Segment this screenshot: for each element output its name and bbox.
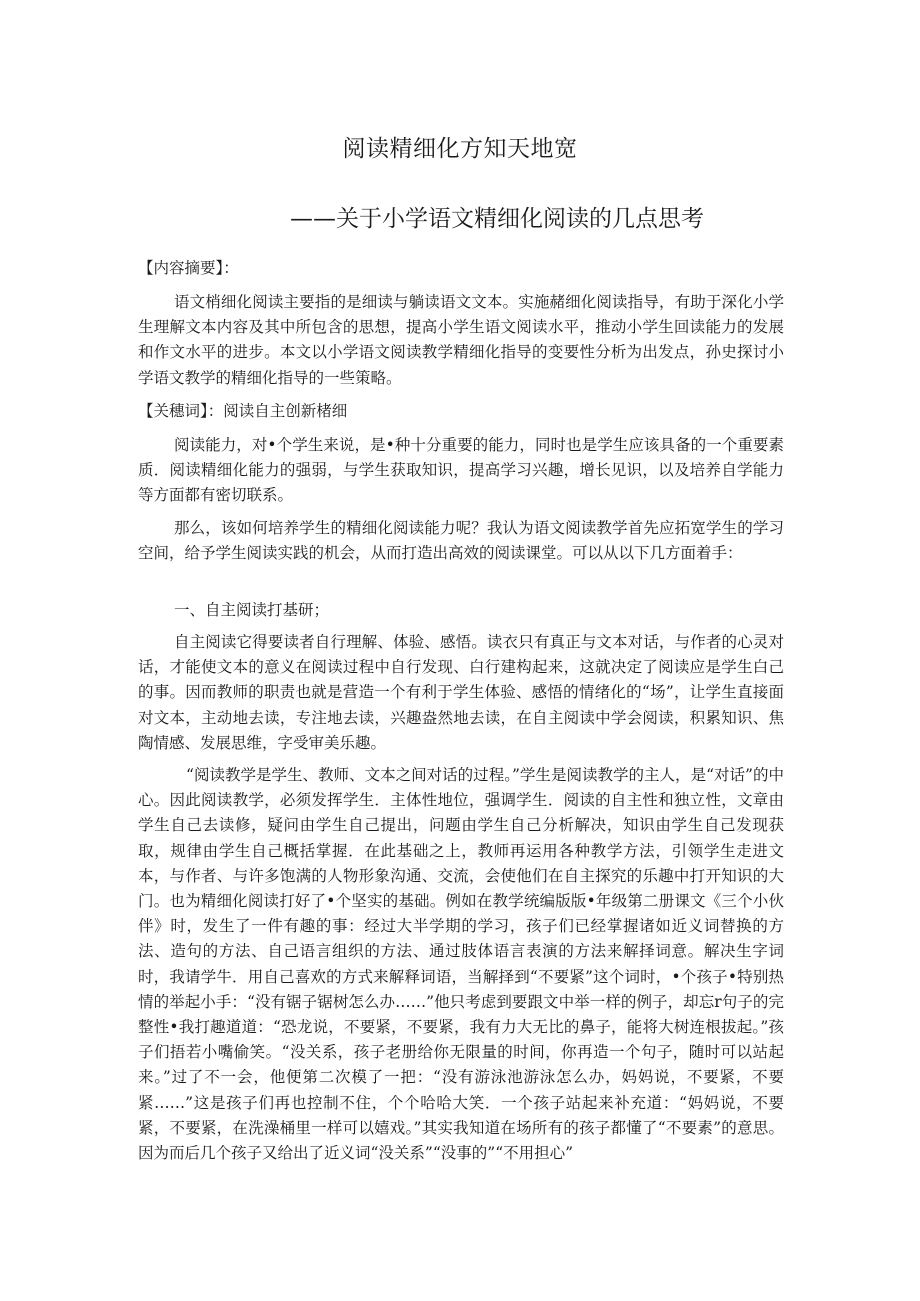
abstract-paragraph: 语文梢细化阅读主要指的是细读与躺读语文文本。实施赭细化阅读指导，有助于深化小学生理解文本内容及其中所包含的思想，提高小学生语文阅读水平，推动小学生回读能力的发展和作文水平的进步。本文以小学语文阅读教学精细化指导的变要性分析为出发点，孙史探讨小学语文教学的精细化指导的一些策略。 bbox=[138, 293, 784, 387]
section-heading-1: 一、自主阅读打基研； bbox=[174, 601, 330, 619]
document-title: 阅读精细化方知天地宽 bbox=[342, 136, 578, 162]
document-subtitle: ——关于小学语文精细化阅读的几点思考 bbox=[290, 206, 704, 232]
body-paragraph-4: “阅读教学是学生、教师、文本之间对话的过程。”学生是阅读教学的主人，是“对话”的中心。因此阅读教学，必须发挥学生．主体性地位，强调学生．阅读的自主性和独立性，文章由学生自己去读修，疑问由学生自己提出，问题由学生自己分析解决，知识由学生自己发现获取，规律由学生自己概括掌握．在此基础之上，教师再运用各种教学方法，引领学生走进文本，与作者、与许多饱满的人物形象沟通、交流，会使他们在自主探究的乐趣中打开知识的大门。也为精细化阅读打好了•个坚实的基础。例如在教学统编版版•年级第二册课文《三个小伙伴》时，发生了一件有趣的事：经过大半学期的学习，孩子们已经掌握诸如近义词替换的方法、造句的方法、自己语言组织的方法、通过肢体语言表演的方法来解择词意。解决生字词时，我请学牛．用自己喜欢的方式来解释词语，当解择到“不要紧”这个词时，•个孩子•特别热情的举起小手：“没有锯子锯树怎么办……”他只考虑到要跟文中举一样的例子，却忘r句子的完整性•我打趣道道：“恐龙说，不要紧，不要紧，我有力大无比的鼻子，能将大树连根拔起。”孩子们捂若小嘴偷笑。“没关系，孩子老册给你无限量的时间，你再造一个句子，随时可以站起来。”过了不一会，他便第二次模了一把：“没有游泳池游泳怎么办，妈妈说，不要紧，不要紧……”这是孩子们再也控制不住，个个哈哈大笑．一个孩子站起来补充道：“妈妈说，不要紧，不要紧，在洗澡桶里一样可以嬉戏。”其实我知道在场所有的孩子都懂了“不要素”的意思。因为而后几个孩子又给出了近义词“没关系”“没事的”“不用担心” bbox=[138, 766, 784, 1163]
keywords-line: 【关穗词】：阅读自主创新楮细 bbox=[138, 402, 348, 420]
abstract-label: 【内容摘要】： bbox=[138, 259, 239, 277]
body-paragraph-2: 那么，该如何培养学生的精细化阅读能力呢？我认为语文阅读教学首先应拓宽学生的学习空间，给予学生阅读实践的机会，从而打造出高效的阅读课堂。可以从以下几方面着手： bbox=[138, 519, 784, 563]
body-paragraph-3: 自主阅读它得要读者自行理解、体验、感悟。读衣只有真正与文本对话，与作者的心灵对话，才能使文本的意义在阅读过程中自行发现、白行建构起来，这就决定了阅读应是学生白己的事。因而教师的职责也就是营造一个有利于学生体验、感悟的情绪化的“场”，让学生直接面对文本，主动地去读，专注地去读，兴趣盎然地去读，在自主阅读中学会阅读，积累知识、焦陶情感、发展思维，字受审美乐趣。 bbox=[138, 633, 784, 752]
body-paragraph-1: 阅读能力，对•个学生来说，是•种十分重要的能力，同时也是学生应该具备的一个重要素质．阅读精细化能力的强弱，与学生获取知识，提高学习兴趣，增长见识，以及培养自学能力等方面都有密切联系。 bbox=[138, 436, 784, 505]
